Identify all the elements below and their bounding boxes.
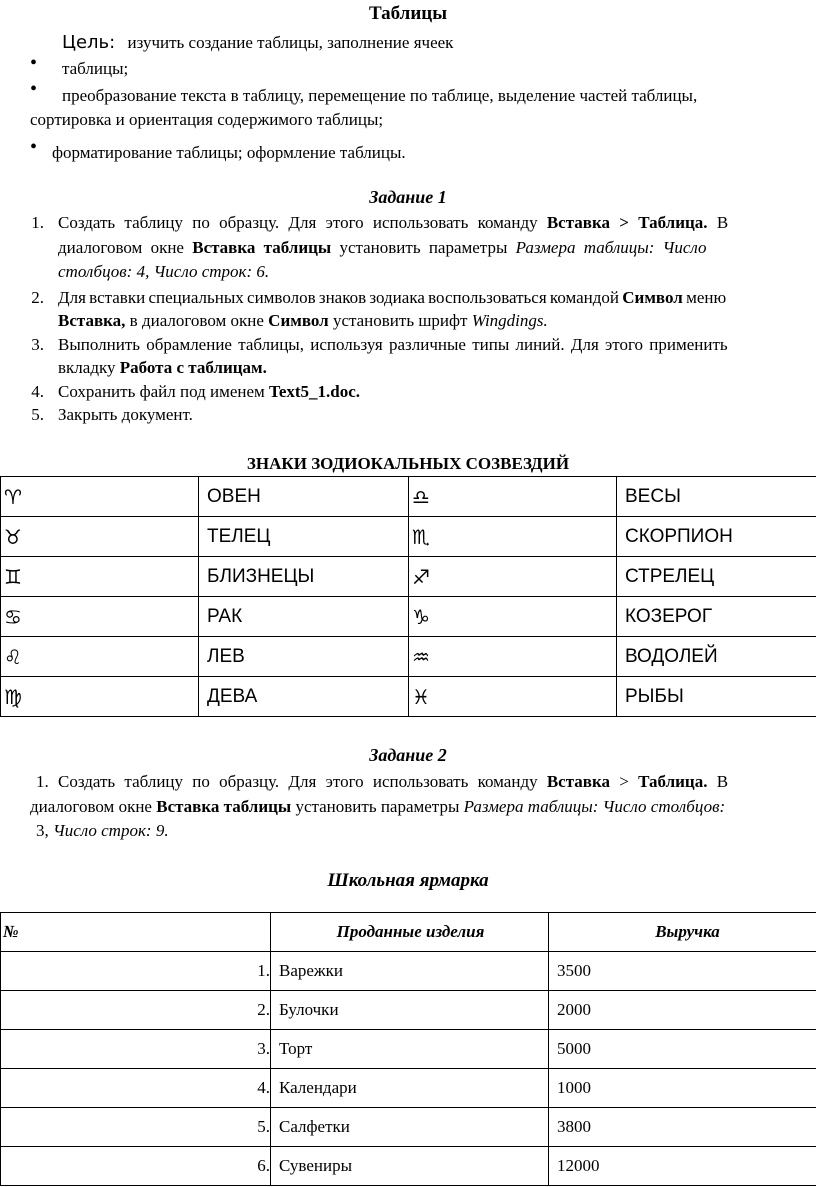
table-row [1,557,816,597]
sign-name: РЫБЫ [617,677,816,717]
goal-bullet-2: преобразование текста в таблицу, перемещение по таблице, выделение частей таблицы, [62,86,698,105]
zodiac-sign-icon: ♏ [409,517,617,557]
table-row [1,477,816,517]
sign-name: СТРЕЛЕЦ [617,557,816,597]
table-row [1,991,816,1030]
task1-item-3-line2: вкладку Работа с таблицам. [58,358,267,377]
list-number: 3. [31,335,44,354]
table-row [1,517,816,557]
zodiac-sign-icon: ♒ [409,637,617,677]
sign-name: ДЕВА [199,677,409,717]
task1-item-1-line3: столбцов: 4, Число строк: 6. [58,262,270,281]
revenue-value: 5000 [549,1030,816,1069]
column-header-revenue: Выручка [549,913,816,952]
list-number: 1. [31,213,44,232]
table-row [1,1030,816,1069]
item-name: Салфетки [271,1108,549,1147]
column-header-item: Проданные изделия [271,913,549,952]
row-number: 6. [1,1147,271,1186]
revenue-value: 1000 [549,1069,816,1108]
revenue-value: 12000 [549,1147,816,1186]
revenue-value: 2000 [549,991,816,1030]
row-number: 1. [1,952,271,991]
sign-name: ЛЕВ [199,637,409,677]
zodiac-sign-icon: ♋ [1,597,199,637]
row-number: 4. [1,1069,271,1108]
task2-heading: Задание 2 [369,745,447,765]
sign-name: ВОДОЛЕЙ [617,637,816,677]
zodiac-table [0,476,816,717]
table-row [1,597,816,637]
table-row [1,637,816,677]
goal-bullet-2-cont: сортировка и ориентация содержимого таблицы; [30,110,384,129]
item-name: Сувениры [271,1147,549,1186]
task2-line1: 1. Создать таблицу по образцу. Для этого использовать команду Вставка > Таблица. В [36,772,729,791]
item-name: Варежки [271,952,549,991]
task1-item-1: Создать таблицу по образцу. Для этого использовать команду Вставка > Таблица. В [58,213,729,232]
zodiac-sign-icon: ♍ [1,677,199,717]
sign-name: ТЕЛЕЦ [199,517,409,557]
zodiac-sign-icon: ♎ [409,477,617,517]
task1-item-4: Сохранить файл под именем Text5_1.doc. [58,382,361,401]
revenue-value: 3800 [549,1108,816,1147]
table-row [1,1069,816,1108]
column-header-number: № [1,913,271,952]
list-number: 2. [31,288,44,307]
task1-item-2-line2: Вставка, в диалоговом окне Символ установить шрифт Wingdings. [58,311,548,330]
zodiac-sign-icon: ♈ [1,477,199,517]
zodiac-heading: ЗНАКИ ЗОДИОКАЛЬНЫХ СОЗВЕЗДИЙ [246,454,570,473]
goal-label: Цель: [62,32,116,53]
zodiac-sign-icon: ♌ [1,637,199,677]
task2-line3: 3, Число строк: 9. [36,821,169,840]
item-name: Булочки [271,991,549,1030]
goal-bullet-1: таблицы; [62,59,129,78]
zodiac-sign-icon: ♊ [1,557,199,597]
list-number: 4. [31,382,44,401]
zodiac-sign-icon: ♉ [1,517,199,557]
list-number: 5. [31,405,44,424]
zodiac-sign-icon: ♓ [409,677,617,717]
table-row [1,677,816,717]
sign-name: БЛИЗНЕЦЫ [199,557,409,597]
task1-heading: Задание 1 [369,187,447,207]
bullet-icon: • [30,52,38,74]
zodiac-sign-icon: ♑ [409,597,617,637]
task1-item-2: Для вставки специальных символов знаков зодиака воспользоваться командой Символ меню [58,288,727,307]
sign-name: РАК [199,597,409,637]
revenue-value: 3500 [549,952,816,991]
sign-name: СКОРПИОН [617,517,816,557]
table-row [1,1108,816,1147]
row-number: 5. [1,1108,271,1147]
table-header-row [1,913,816,952]
row-number: 2. [1,991,271,1030]
sign-name: ОВЕН [199,477,409,517]
task1-item-3: Выполнить обрамление таблицы, используя различные типы линий. Для этого применить [58,335,728,354]
task1-item-5: Закрыть документ. [58,405,193,424]
table-row [1,952,816,991]
sign-name: ВЕСЫ [617,477,816,517]
bullet-icon: • [30,78,38,100]
page-title: Таблицы [368,3,448,24]
fair-table [0,912,816,1186]
fair-heading: Школьная ярмарка [327,870,489,891]
sign-name: КОЗЕРОГ [617,597,816,637]
goal-text: изучить создание таблицы, заполнение ячеек [127,33,454,52]
goal-bullet-3: форматирование таблицы; оформление таблицы. [52,143,406,162]
item-name: Календари [271,1069,549,1108]
table-row [1,1147,816,1186]
item-name: Торт [271,1030,549,1069]
zodiac-sign-icon: ♐ [409,557,617,597]
task1-item-1-line2: диалоговом окне Вставка таблицы установить параметры Размера таблицы: Число [58,238,707,257]
goal-line [62,32,453,53]
task2-line2: диалоговом окне Вставка таблицы установить параметры Размера таблицы: Число столбцов: [30,797,726,816]
row-number: 3. [1,1030,271,1069]
bullet-icon: • [30,136,38,158]
